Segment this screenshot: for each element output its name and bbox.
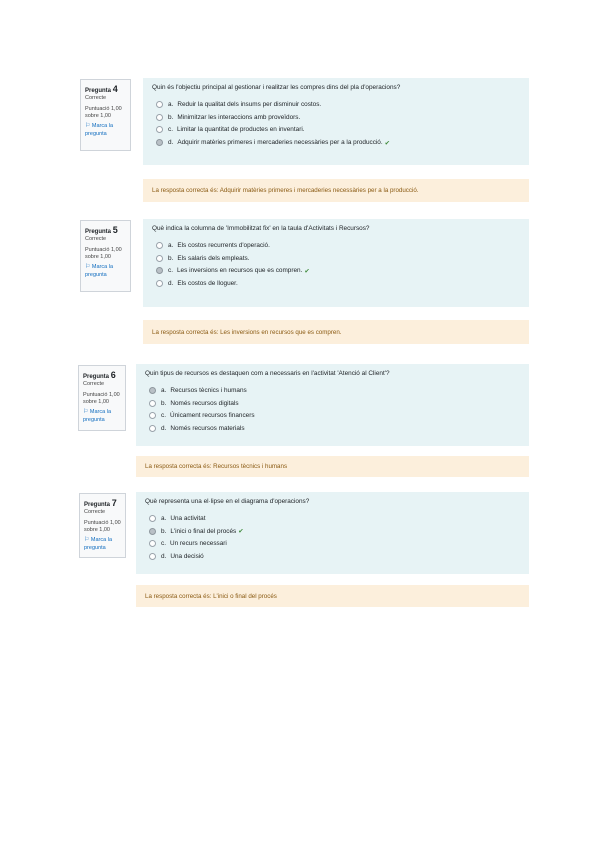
answer-option-selected[interactable]: c. Les inversions en recursos que es compren. ✔: [152, 265, 520, 278]
question-feedback-4: La resposta correcta és: Adquirir matèries primeres i mercaderies necessàries per a la producció.: [143, 179, 529, 202]
question-formulation-7: [136, 492, 529, 574]
radio-button[interactable]: [149, 540, 156, 547]
question-state: Correcte: [85, 236, 107, 243]
radio-button[interactable]: [156, 280, 163, 287]
question-info-4: [80, 79, 131, 151]
answer-option-selected[interactable]: b. L'inici o final del procés ✔: [145, 525, 520, 538]
question-grade: Puntuació 1,00 sobre 1,00: [84, 519, 121, 533]
radio-button[interactable]: [149, 553, 156, 560]
flag-question-link[interactable]: ⚐ Marca la pregunta: [84, 537, 113, 551]
radio-button[interactable]: [149, 425, 156, 432]
question-number: Pregunta 7: [84, 498, 117, 508]
question-feedback-6: La resposta correcta és: Recursos tècnics i humans: [136, 456, 529, 477]
radio-button[interactable]: [149, 412, 156, 419]
correct-check-icon: ✔: [238, 528, 244, 536]
answer-option[interactable]: b. Només recursos digitals: [145, 397, 520, 410]
question-formulation-4: [143, 78, 529, 165]
radio-button[interactable]: [156, 114, 163, 121]
answer-option[interactable]: d. Una decisió: [145, 550, 520, 563]
question-text: Què indica la columna de 'Immobilitzat fix' en la taula d'Activitats i Recursos?: [152, 225, 370, 232]
question-info-7: [79, 493, 126, 558]
question-feedback-5: La resposta correcta és: Les inversions en recursos que es compren.: [143, 320, 529, 344]
question-text: Quin és l'objectiu principal al gestionar i realitzar les compres dins del pla d'operacions?: [152, 84, 401, 91]
answer-option[interactable]: d. Només recursos materials: [145, 422, 520, 435]
question-info-6: [78, 365, 126, 431]
question-state: Correcte: [84, 509, 106, 516]
question-formulation-5: [143, 219, 529, 307]
question-text: Quin tipus de recursos es destaquen com a necessaris en l'activitat 'Atenció al Client'?: [145, 370, 390, 377]
question-state: Correcte: [85, 95, 107, 102]
radio-button[interactable]: [156, 101, 163, 108]
radio-button-checked[interactable]: [156, 267, 163, 274]
question-info-5: [80, 220, 131, 292]
question-feedback-7: La resposta correcta és: L'inici o final del procés: [136, 585, 529, 607]
answer-option[interactable]: c. Únicament recursos financers: [145, 410, 520, 423]
flag-question-link[interactable]: ⚐ Marca la pregunta: [85, 123, 114, 137]
answer-option-selected[interactable]: a. Recursos tècnics i humans: [145, 384, 520, 397]
answer-option[interactable]: d. Els costos de lloguer.: [152, 277, 520, 290]
radio-button-checked[interactable]: [156, 139, 163, 146]
correct-check-icon: ✔: [304, 267, 310, 275]
radio-button[interactable]: [149, 515, 156, 522]
answer-option[interactable]: a. Una activitat: [145, 512, 520, 525]
answer-option[interactable]: a. Els costos recurrents d'operació.: [152, 239, 520, 252]
question-state: Correcte: [83, 381, 105, 388]
flag-question-link[interactable]: ⚐ Marca la pregunta: [83, 409, 112, 423]
answer-option[interactable]: c. Un recurs necessari: [145, 538, 520, 551]
answer-option-selected[interactable]: d. Adquirir matèries primeres i mercaderies necessàries per a la producció. ✔: [152, 136, 520, 149]
flag-question-link[interactable]: ⚐ Marca la pregunta: [85, 264, 114, 278]
question-number: Pregunta 4: [85, 84, 118, 94]
correct-check-icon: ✔: [384, 139, 390, 147]
radio-button[interactable]: [149, 400, 156, 407]
radio-button[interactable]: [156, 255, 163, 262]
flag-icon[interactable]: ⚐: [84, 537, 90, 544]
answer-option[interactable]: c. Limitar la quantitat de productes en inventari.: [152, 124, 520, 137]
flag-icon[interactable]: ⚐: [83, 409, 89, 416]
radio-button-checked[interactable]: [149, 528, 156, 535]
radio-button[interactable]: [156, 126, 163, 133]
answer-option[interactable]: a. Reduir la qualitat dels insums per disminuir costos.: [152, 98, 520, 111]
question-formulation-6: [136, 364, 529, 446]
question-grade: Puntuació 1,00 sobre 1,00: [85, 105, 122, 119]
answer-option[interactable]: b. Minimitzar les interaccions amb proveïdors.: [152, 111, 520, 124]
radio-button[interactable]: [156, 242, 163, 249]
flag-icon[interactable]: ⚐: [85, 123, 91, 130]
flag-icon[interactable]: ⚐: [85, 264, 91, 271]
question-grade: Puntuació 1,00 sobre 1,00: [85, 246, 122, 260]
radio-button-checked[interactable]: [149, 387, 156, 394]
question-number: Pregunta 6: [83, 370, 116, 380]
question-grade: Puntuació 1,00 sobre 1,00: [83, 391, 120, 405]
answer-option[interactable]: b. Els salaris dels empleats.: [152, 252, 520, 265]
question-number: Pregunta 5: [85, 225, 118, 235]
question-text: Què representa una el·lipse en el diagrama d'operacions?: [145, 498, 310, 505]
